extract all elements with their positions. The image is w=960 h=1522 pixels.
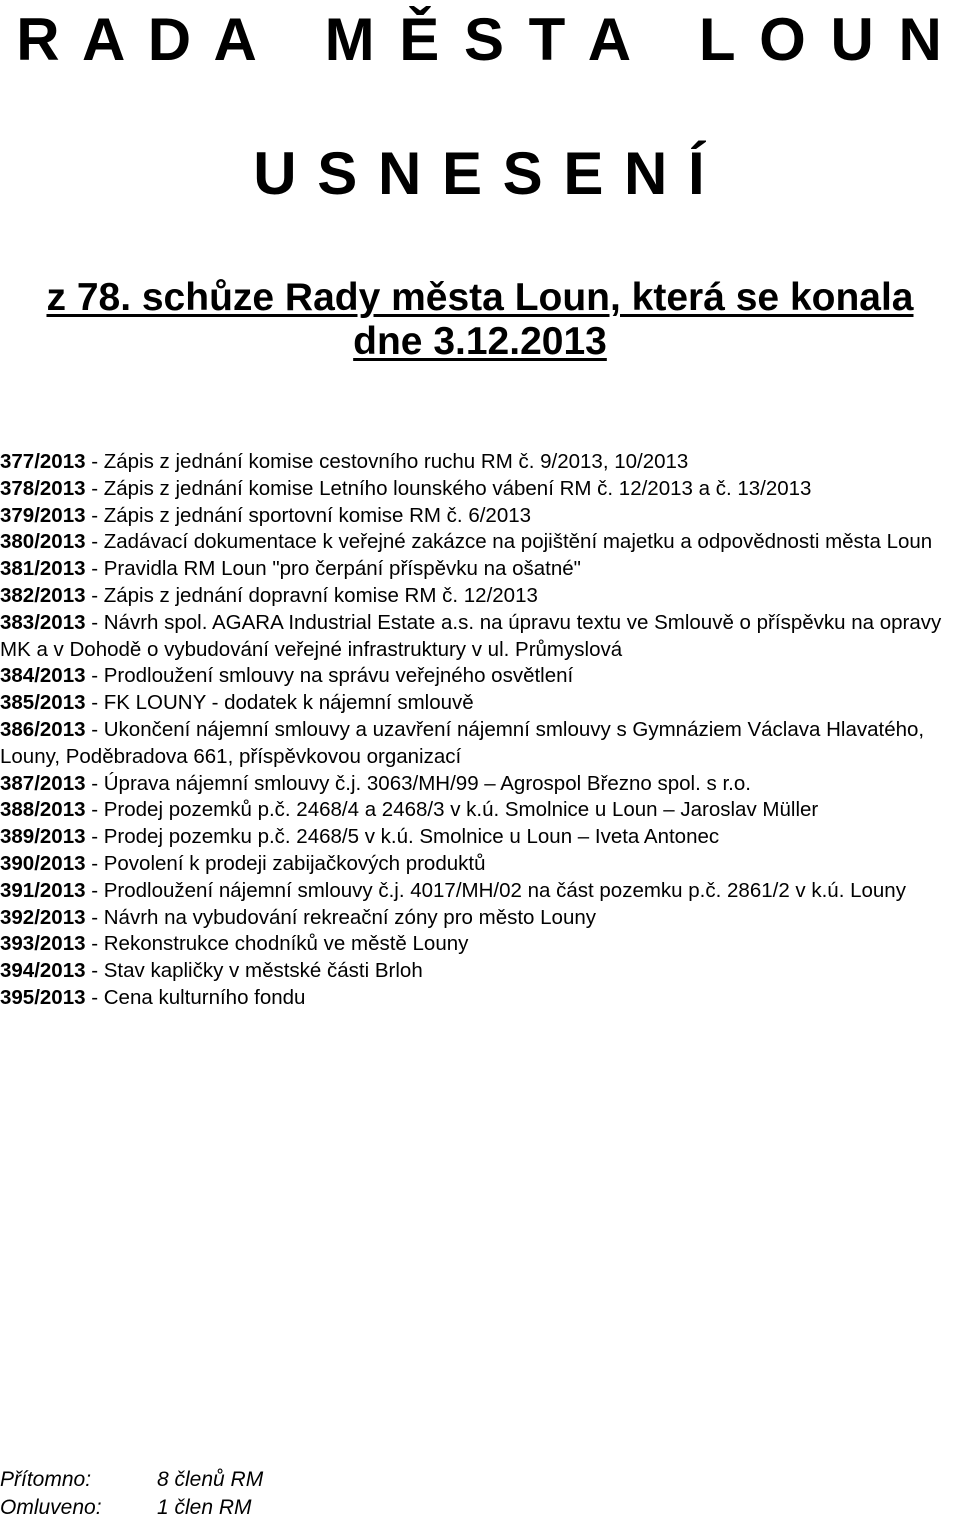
resolution-text: Prodloužení nájemní smlouvy č.j. 4017/MH/02 na část pozemku p.č. 2861/2 v k.ú. Louny (103, 878, 906, 902)
resolution-separator: - (85, 664, 104, 688)
resolution-item (0, 663, 960, 690)
resolution-number: 385/2013 (0, 691, 86, 715)
resolution-item (0, 717, 960, 771)
resolution-text: Návrh spol. AGARA Industrial Estate a.s. na úpravu textu ve Smlouvě o příspěvku na opravy MK a v Dohodě o vybudování veřejné infrastruktury v ul. Průmyslová (0, 610, 942, 661)
resolution-text: Zápis z jednání sportovní komise RM č. 6/2013 (103, 503, 532, 527)
resolution-text: Ukončení nájemní smlouvy a uzavření nájemní smlouvy s Gymnáziem Václava Hlavatého, Louny, Poděbradova 661, příspěvkovou organizací (0, 717, 925, 768)
resolution-number: 380/2013 (0, 530, 86, 554)
resolution-item (0, 690, 960, 717)
resolution-separator: - (85, 771, 104, 795)
excused-label: Omluveno: (0, 1496, 102, 1519)
present-value: 8 členů RM (157, 1468, 264, 1491)
resolution-item (0, 878, 960, 905)
resolution-item (0, 556, 960, 583)
resolution-separator: - (85, 798, 104, 822)
resolution-text: Prodloužení smlouvy na správu veřejného osvětlení (103, 664, 574, 688)
meeting-date (0, 320, 960, 364)
resolution-number: 386/2013 (0, 717, 86, 741)
resolution-number: 392/2013 (0, 905, 86, 929)
resolution-item (0, 958, 960, 985)
resolution-number: 379/2013 (0, 503, 86, 527)
attendance-excused (0, 1494, 263, 1522)
resolution-list (0, 449, 960, 1012)
resolution-separator: - (85, 503, 104, 527)
resolution-item (0, 797, 960, 824)
resolution-text: Zápis z jednání komise cestovního ruchu RM č. 9/2013, 10/2013 (103, 450, 689, 473)
resolution-separator: - (85, 985, 104, 1009)
resolution-number: 394/2013 (0, 959, 86, 983)
resolution-separator: - (85, 959, 104, 983)
resolution-text: Stav kapličky v městské části Brloh (103, 959, 423, 983)
resolution-text: Cena kulturního fondu (103, 985, 306, 1009)
resolution-item (0, 851, 960, 878)
resolution-separator: - (85, 557, 104, 581)
resolution-text: Povolení k prodeji zabijačkových produktů (103, 851, 486, 875)
resolution-number: 387/2013 (0, 771, 86, 795)
resolution-item (0, 583, 960, 610)
resolution-item (0, 824, 960, 851)
resolution-separator: - (85, 878, 104, 902)
meeting-subtitle-text: z 78. schůze Rady města Loun, která se konala (46, 276, 914, 319)
meeting-subtitle (0, 276, 960, 320)
resolution-text: Pravidla RM Loun "pro čerpání příspěvku na ošatné" (103, 557, 581, 581)
resolution-item (0, 931, 960, 958)
resolution-separator: - (85, 450, 104, 473)
resolution-item (0, 476, 960, 503)
present-label: Přítomno: (0, 1468, 92, 1491)
resolution-text: Prodej pozemku p.č. 2468/5 v k.ú. Smolnice u Loun – Iveta Antonec (103, 825, 720, 849)
resolution-separator: - (85, 932, 104, 956)
resolution-text: Prodej pozemků p.č. 2468/4 a 2468/3 v k.ú. Smolnice u Loun – Jaroslav Müller (103, 798, 819, 822)
resolution-text: Zápis z jednání komise Letního lounského vábení RM č. 12/2013 a č. 13/2013 (103, 476, 812, 500)
resolution-separator: - (85, 476, 104, 500)
resolution-item (0, 905, 960, 932)
resolution-number: 395/2013 (0, 985, 86, 1009)
resolution-text: FK LOUNY - dodatek k nájemní smlouvě (103, 691, 474, 715)
resolution-text: Úprava nájemní smlouvy č.j. 3063/MH/99 – Agrospol Březno spol. s r.o. (103, 771, 751, 795)
document-title-resolution: U S N E S E N Í (253, 140, 707, 207)
resolution-item (0, 771, 960, 798)
resolution-item (0, 985, 960, 1012)
resolution-text: Zadávací dokumentace k veřejné zakázce na pojištění majetku a odpovědnosti města Loun (103, 530, 933, 554)
resolution-number: 389/2013 (0, 825, 86, 849)
resolution-separator: - (85, 825, 104, 849)
resolution-number: 384/2013 (0, 664, 86, 688)
resolution-number: 383/2013 (0, 610, 86, 634)
resolution-item (0, 529, 960, 556)
resolution-number: 381/2013 (0, 557, 86, 581)
resolution-separator: - (85, 530, 104, 554)
resolution-number: 391/2013 (0, 878, 86, 902)
resolution-number: 378/2013 (0, 476, 86, 500)
resolution-separator: - (85, 691, 104, 715)
resolution-number: 393/2013 (0, 932, 86, 956)
resolution-number: 390/2013 (0, 851, 86, 875)
resolution-item (0, 449, 960, 476)
resolution-text: Návrh na vybudování rekreační zóny pro město Louny (103, 905, 597, 929)
resolution-text: Rekonstrukce chodníků ve městě Louny (103, 932, 469, 956)
resolution-separator: - (85, 905, 104, 929)
meeting-date-text: dne 3.12.2013 (353, 320, 607, 363)
resolution-separator: - (85, 851, 104, 875)
resolution-separator: - (85, 610, 104, 634)
document-title-council: R A D A M Ě S T A L O U N (16, 6, 944, 73)
resolution-separator: - (85, 717, 104, 741)
attendance-present (0, 1466, 263, 1494)
resolution-number: 377/2013 (0, 450, 86, 473)
resolution-number: 388/2013 (0, 798, 86, 822)
resolution-item (0, 503, 960, 530)
attendance (0, 1466, 263, 1522)
resolution-number: 382/2013 (0, 583, 86, 607)
resolution-item (0, 610, 960, 664)
resolution-text: Zápis z jednání dopravní komise RM č. 12/2013 (103, 583, 538, 607)
resolution-separator: - (85, 583, 104, 607)
excused-value: 1 člen RM (157, 1496, 252, 1519)
